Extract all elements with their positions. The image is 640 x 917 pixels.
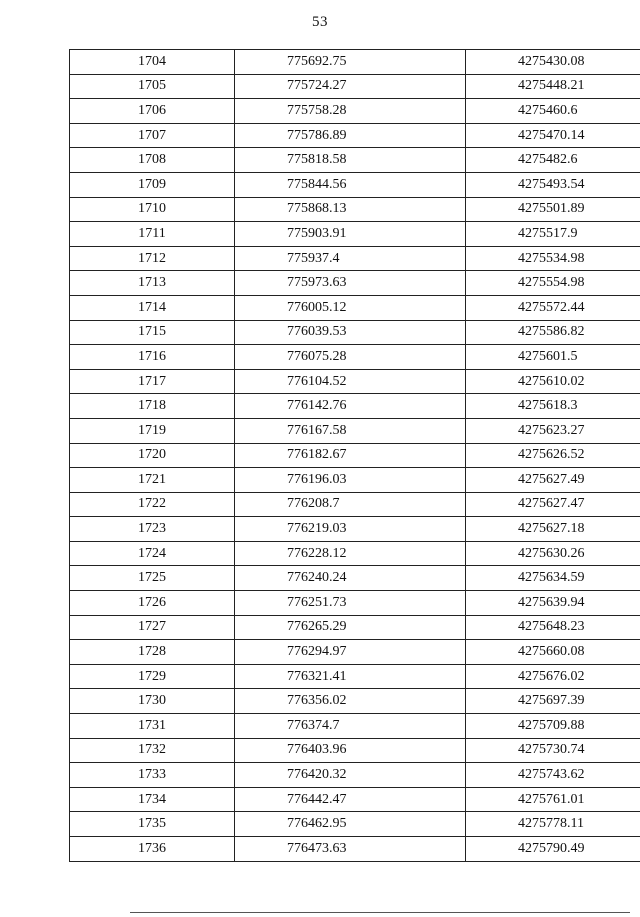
y-coordinate-cell: 4275493.54 xyxy=(466,172,640,197)
x-coordinate-cell: 776442.47 xyxy=(235,787,466,812)
table-row xyxy=(70,345,640,370)
table-row xyxy=(70,541,640,566)
y-coordinate-cell: 4275554.98 xyxy=(466,271,640,296)
x-coordinate-cell: 776228.12 xyxy=(235,541,466,566)
table-row xyxy=(70,50,640,75)
x-coordinate-cell: 775868.13 xyxy=(235,197,466,222)
x-coordinate-cell: 775818.58 xyxy=(235,148,466,173)
x-coordinate-cell: 776005.12 xyxy=(235,295,466,320)
x-coordinate-cell: 775786.89 xyxy=(235,123,466,148)
point-number-cell: 1719 xyxy=(70,418,235,443)
y-coordinate-cell: 4275470.14 xyxy=(466,123,640,148)
y-coordinate-cell: 4275639.94 xyxy=(466,591,640,616)
y-coordinate-cell: 4275618.3 xyxy=(466,394,640,419)
point-number-cell: 1718 xyxy=(70,394,235,419)
table-row xyxy=(70,99,640,124)
x-coordinate-cell: 776075.28 xyxy=(235,345,466,370)
x-coordinate-cell: 776208.7 xyxy=(235,492,466,517)
x-coordinate-cell: 776403.96 xyxy=(235,738,466,763)
coordinates-table xyxy=(69,49,640,862)
point-number-cell: 1717 xyxy=(70,369,235,394)
point-number-cell: 1726 xyxy=(70,591,235,616)
point-number-cell: 1712 xyxy=(70,246,235,271)
x-coordinate-cell: 776294.97 xyxy=(235,640,466,665)
table-row xyxy=(70,468,640,493)
point-number-cell: 1709 xyxy=(70,172,235,197)
y-coordinate-cell: 4275572.44 xyxy=(466,295,640,320)
y-coordinate-cell: 4275761.01 xyxy=(466,787,640,812)
table-row xyxy=(70,812,640,837)
point-number-cell: 1713 xyxy=(70,271,235,296)
table-row xyxy=(70,74,640,99)
bottom-rule xyxy=(130,912,630,913)
point-number-cell: 1715 xyxy=(70,320,235,345)
table-row xyxy=(70,394,640,419)
y-coordinate-cell: 4275627.18 xyxy=(466,517,640,542)
point-number-cell: 1704 xyxy=(70,50,235,75)
table-row xyxy=(70,418,640,443)
x-coordinate-cell: 775973.63 xyxy=(235,271,466,296)
table-row xyxy=(70,492,640,517)
table-row xyxy=(70,615,640,640)
x-coordinate-cell: 776420.32 xyxy=(235,763,466,788)
point-number-cell: 1727 xyxy=(70,615,235,640)
table-row xyxy=(70,172,640,197)
table-row xyxy=(70,738,640,763)
y-coordinate-cell: 4275627.47 xyxy=(466,492,640,517)
y-coordinate-cell: 4275534.98 xyxy=(466,246,640,271)
point-number-cell: 1736 xyxy=(70,837,235,862)
x-coordinate-cell: 776356.02 xyxy=(235,689,466,714)
point-number-cell: 1733 xyxy=(70,763,235,788)
point-number-cell: 1716 xyxy=(70,345,235,370)
point-number-cell: 1735 xyxy=(70,812,235,837)
y-coordinate-cell: 4275482.6 xyxy=(466,148,640,173)
table-row xyxy=(70,443,640,468)
page-number: 53 xyxy=(312,14,328,30)
x-coordinate-cell: 776321.41 xyxy=(235,664,466,689)
table-row xyxy=(70,517,640,542)
point-number-cell: 1706 xyxy=(70,99,235,124)
x-coordinate-cell: 776240.24 xyxy=(235,566,466,591)
table-row xyxy=(70,271,640,296)
table-row xyxy=(70,320,640,345)
table-row xyxy=(70,148,640,173)
table-row xyxy=(70,787,640,812)
x-coordinate-cell: 776219.03 xyxy=(235,517,466,542)
x-coordinate-cell: 776251.73 xyxy=(235,591,466,616)
x-coordinate-cell: 776374.7 xyxy=(235,714,466,739)
table-row xyxy=(70,246,640,271)
point-number-cell: 1721 xyxy=(70,468,235,493)
y-coordinate-cell: 4275601.5 xyxy=(466,345,640,370)
point-number-cell: 1705 xyxy=(70,74,235,99)
y-coordinate-cell: 4275448.21 xyxy=(466,74,640,99)
table-row xyxy=(70,664,640,689)
x-coordinate-cell: 776142.76 xyxy=(235,394,466,419)
x-coordinate-cell: 776039.53 xyxy=(235,320,466,345)
table-row xyxy=(70,369,640,394)
y-coordinate-cell: 4275626.52 xyxy=(466,443,640,468)
point-number-cell: 1708 xyxy=(70,148,235,173)
y-coordinate-cell: 4275730.74 xyxy=(466,738,640,763)
table-row xyxy=(70,295,640,320)
x-coordinate-cell: 776196.03 xyxy=(235,468,466,493)
x-coordinate-cell: 775903.91 xyxy=(235,222,466,247)
table-row xyxy=(70,763,640,788)
x-coordinate-cell: 775937.4 xyxy=(235,246,466,271)
point-number-cell: 1731 xyxy=(70,714,235,739)
point-number-cell: 1714 xyxy=(70,295,235,320)
point-number-cell: 1723 xyxy=(70,517,235,542)
y-coordinate-cell: 4275648.23 xyxy=(466,615,640,640)
x-coordinate-cell: 776473.63 xyxy=(235,837,466,862)
y-coordinate-cell: 4275676.02 xyxy=(466,664,640,689)
point-number-cell: 1729 xyxy=(70,664,235,689)
point-number-cell: 1732 xyxy=(70,738,235,763)
point-number-cell: 1710 xyxy=(70,197,235,222)
table-row xyxy=(70,591,640,616)
table-row xyxy=(70,222,640,247)
point-number-cell: 1725 xyxy=(70,566,235,591)
x-coordinate-cell: 776265.29 xyxy=(235,615,466,640)
y-coordinate-cell: 4275610.02 xyxy=(466,369,640,394)
y-coordinate-cell: 4275697.39 xyxy=(466,689,640,714)
y-coordinate-cell: 4275501.89 xyxy=(466,197,640,222)
point-number-cell: 1730 xyxy=(70,689,235,714)
y-coordinate-cell: 4275790.49 xyxy=(466,837,640,862)
y-coordinate-cell: 4275634.59 xyxy=(466,566,640,591)
y-coordinate-cell: 4275430.08 xyxy=(466,50,640,75)
point-number-cell: 1728 xyxy=(70,640,235,665)
x-coordinate-cell: 775844.56 xyxy=(235,172,466,197)
y-coordinate-cell: 4275586.82 xyxy=(466,320,640,345)
x-coordinate-cell: 776167.58 xyxy=(235,418,466,443)
y-coordinate-cell: 4275660.08 xyxy=(466,640,640,665)
point-number-cell: 1724 xyxy=(70,541,235,566)
point-number-cell: 1707 xyxy=(70,123,235,148)
y-coordinate-cell: 4275709.88 xyxy=(466,714,640,739)
x-coordinate-cell: 776182.67 xyxy=(235,443,466,468)
table-row xyxy=(70,566,640,591)
point-number-cell: 1720 xyxy=(70,443,235,468)
table-row xyxy=(70,837,640,862)
table-row xyxy=(70,689,640,714)
table-row xyxy=(70,640,640,665)
x-coordinate-cell: 775692.75 xyxy=(235,50,466,75)
y-coordinate-cell: 4275460.6 xyxy=(466,99,640,124)
y-coordinate-cell: 4275743.62 xyxy=(466,763,640,788)
coordinates-table-body xyxy=(70,50,640,862)
point-number-cell: 1734 xyxy=(70,787,235,812)
point-number-cell: 1722 xyxy=(70,492,235,517)
x-coordinate-cell: 775758.28 xyxy=(235,99,466,124)
x-coordinate-cell: 775724.27 xyxy=(235,74,466,99)
y-coordinate-cell: 4275630.26 xyxy=(466,541,640,566)
y-coordinate-cell: 4275627.49 xyxy=(466,468,640,493)
y-coordinate-cell: 4275517.9 xyxy=(466,222,640,247)
y-coordinate-cell: 4275778.11 xyxy=(466,812,640,837)
y-coordinate-cell: 4275623.27 xyxy=(466,418,640,443)
x-coordinate-cell: 776462.95 xyxy=(235,812,466,837)
x-coordinate-cell: 776104.52 xyxy=(235,369,466,394)
table-row xyxy=(70,123,640,148)
point-number-cell: 1711 xyxy=(70,222,235,247)
table-row xyxy=(70,197,640,222)
table-row xyxy=(70,714,640,739)
